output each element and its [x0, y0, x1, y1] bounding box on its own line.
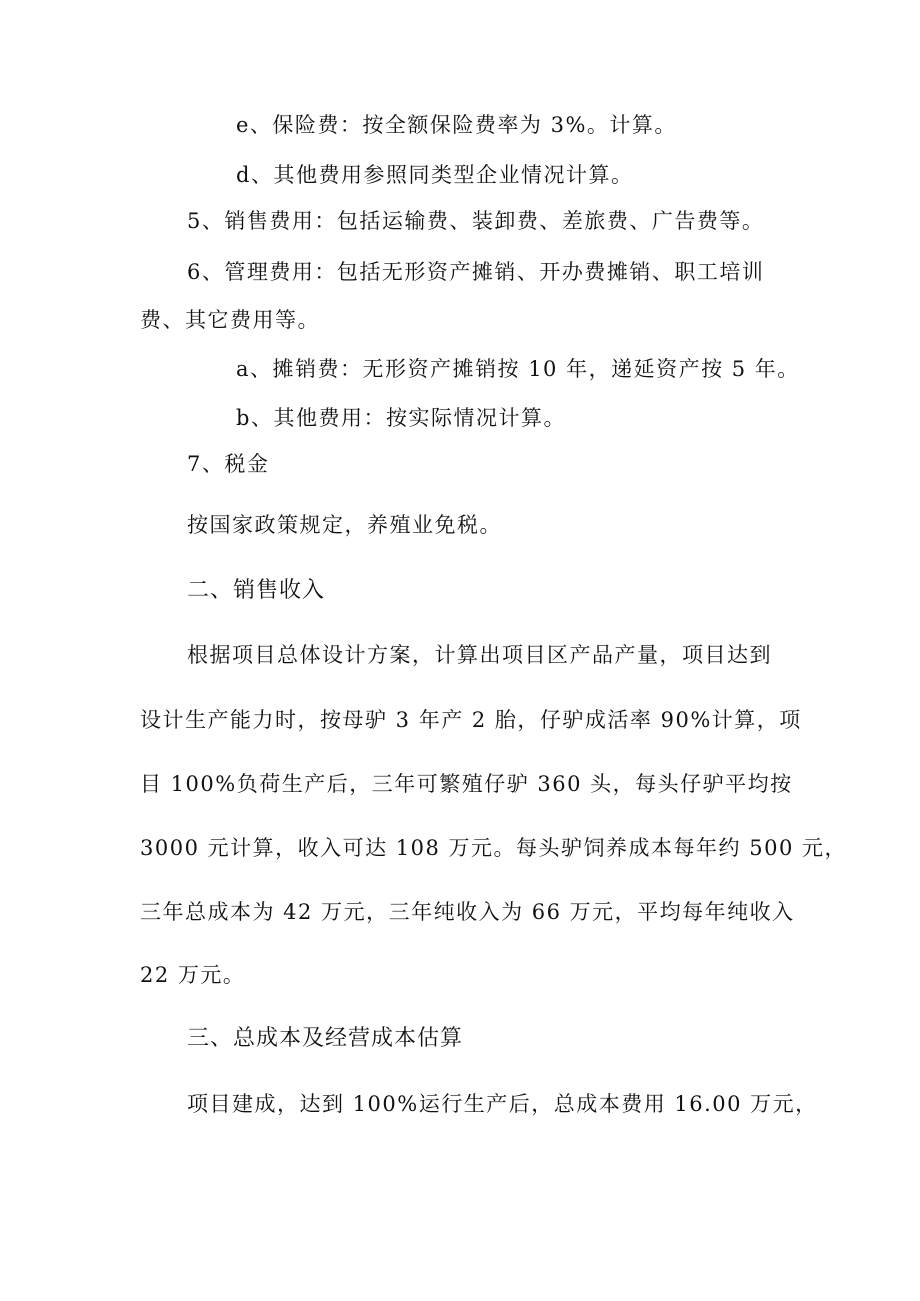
sales-expense-item: 5、销售费用：包括运输费、装卸费、差旅费、广告费等。 — [187, 209, 765, 233]
other-expense-item: b、其他费用：按实际情况计算。 — [236, 406, 566, 430]
insurance-fee-item: e、保险费：按全额保险费率为 3%。计算。 — [236, 113, 677, 137]
sales-revenue-heading: 二、销售收入 — [187, 578, 326, 603]
sales-revenue-paragraph-line: 22 万元。 — [140, 963, 246, 987]
management-expense-item: 6、管理费用：包括无形资产摊销、开办费摊销、职工培训 — [187, 260, 765, 284]
tax-heading: 7、税金 — [187, 452, 270, 476]
total-cost-paragraph-line: 项目建成，达到 100%运行生产后，总成本费用 16.00 万元， — [187, 1092, 818, 1116]
tax-policy-text: 按国家政策规定，养殖业免税。 — [187, 513, 502, 537]
total-cost-heading: 三、总成本及经营成本估算 — [187, 1026, 464, 1051]
sales-revenue-paragraph-line: 3000 元计算，收入可达 108 万元。每头驴饲养成本每年约 500 元， — [140, 836, 847, 860]
other-fees-item: d、其他费用参照同类型企业情况计算。 — [236, 163, 634, 187]
management-expense-continuation: 费、其它费用等。 — [140, 308, 320, 332]
amortization-item: a、摊销费：无形资产摊销按 10 年，递延资产按 5 年。 — [236, 357, 800, 381]
sales-revenue-paragraph-line: 设计生产能力时，按母驴 3 年产 2 胎，仔驴成活率 90%计算，项 — [140, 708, 802, 732]
sales-revenue-paragraph-line: 三年总成本为 42 万元，三年纯收入为 66 万元，平均每年纯收入 — [140, 900, 795, 924]
sales-revenue-paragraph-line: 根据项目总体设计方案，计算出项目区产品产量，项目达到 — [187, 643, 772, 667]
sales-revenue-paragraph-line: 目 100%负荷生产后，三年可繁殖仔驴 360 头，每头仔驴平均按 — [140, 772, 793, 796]
